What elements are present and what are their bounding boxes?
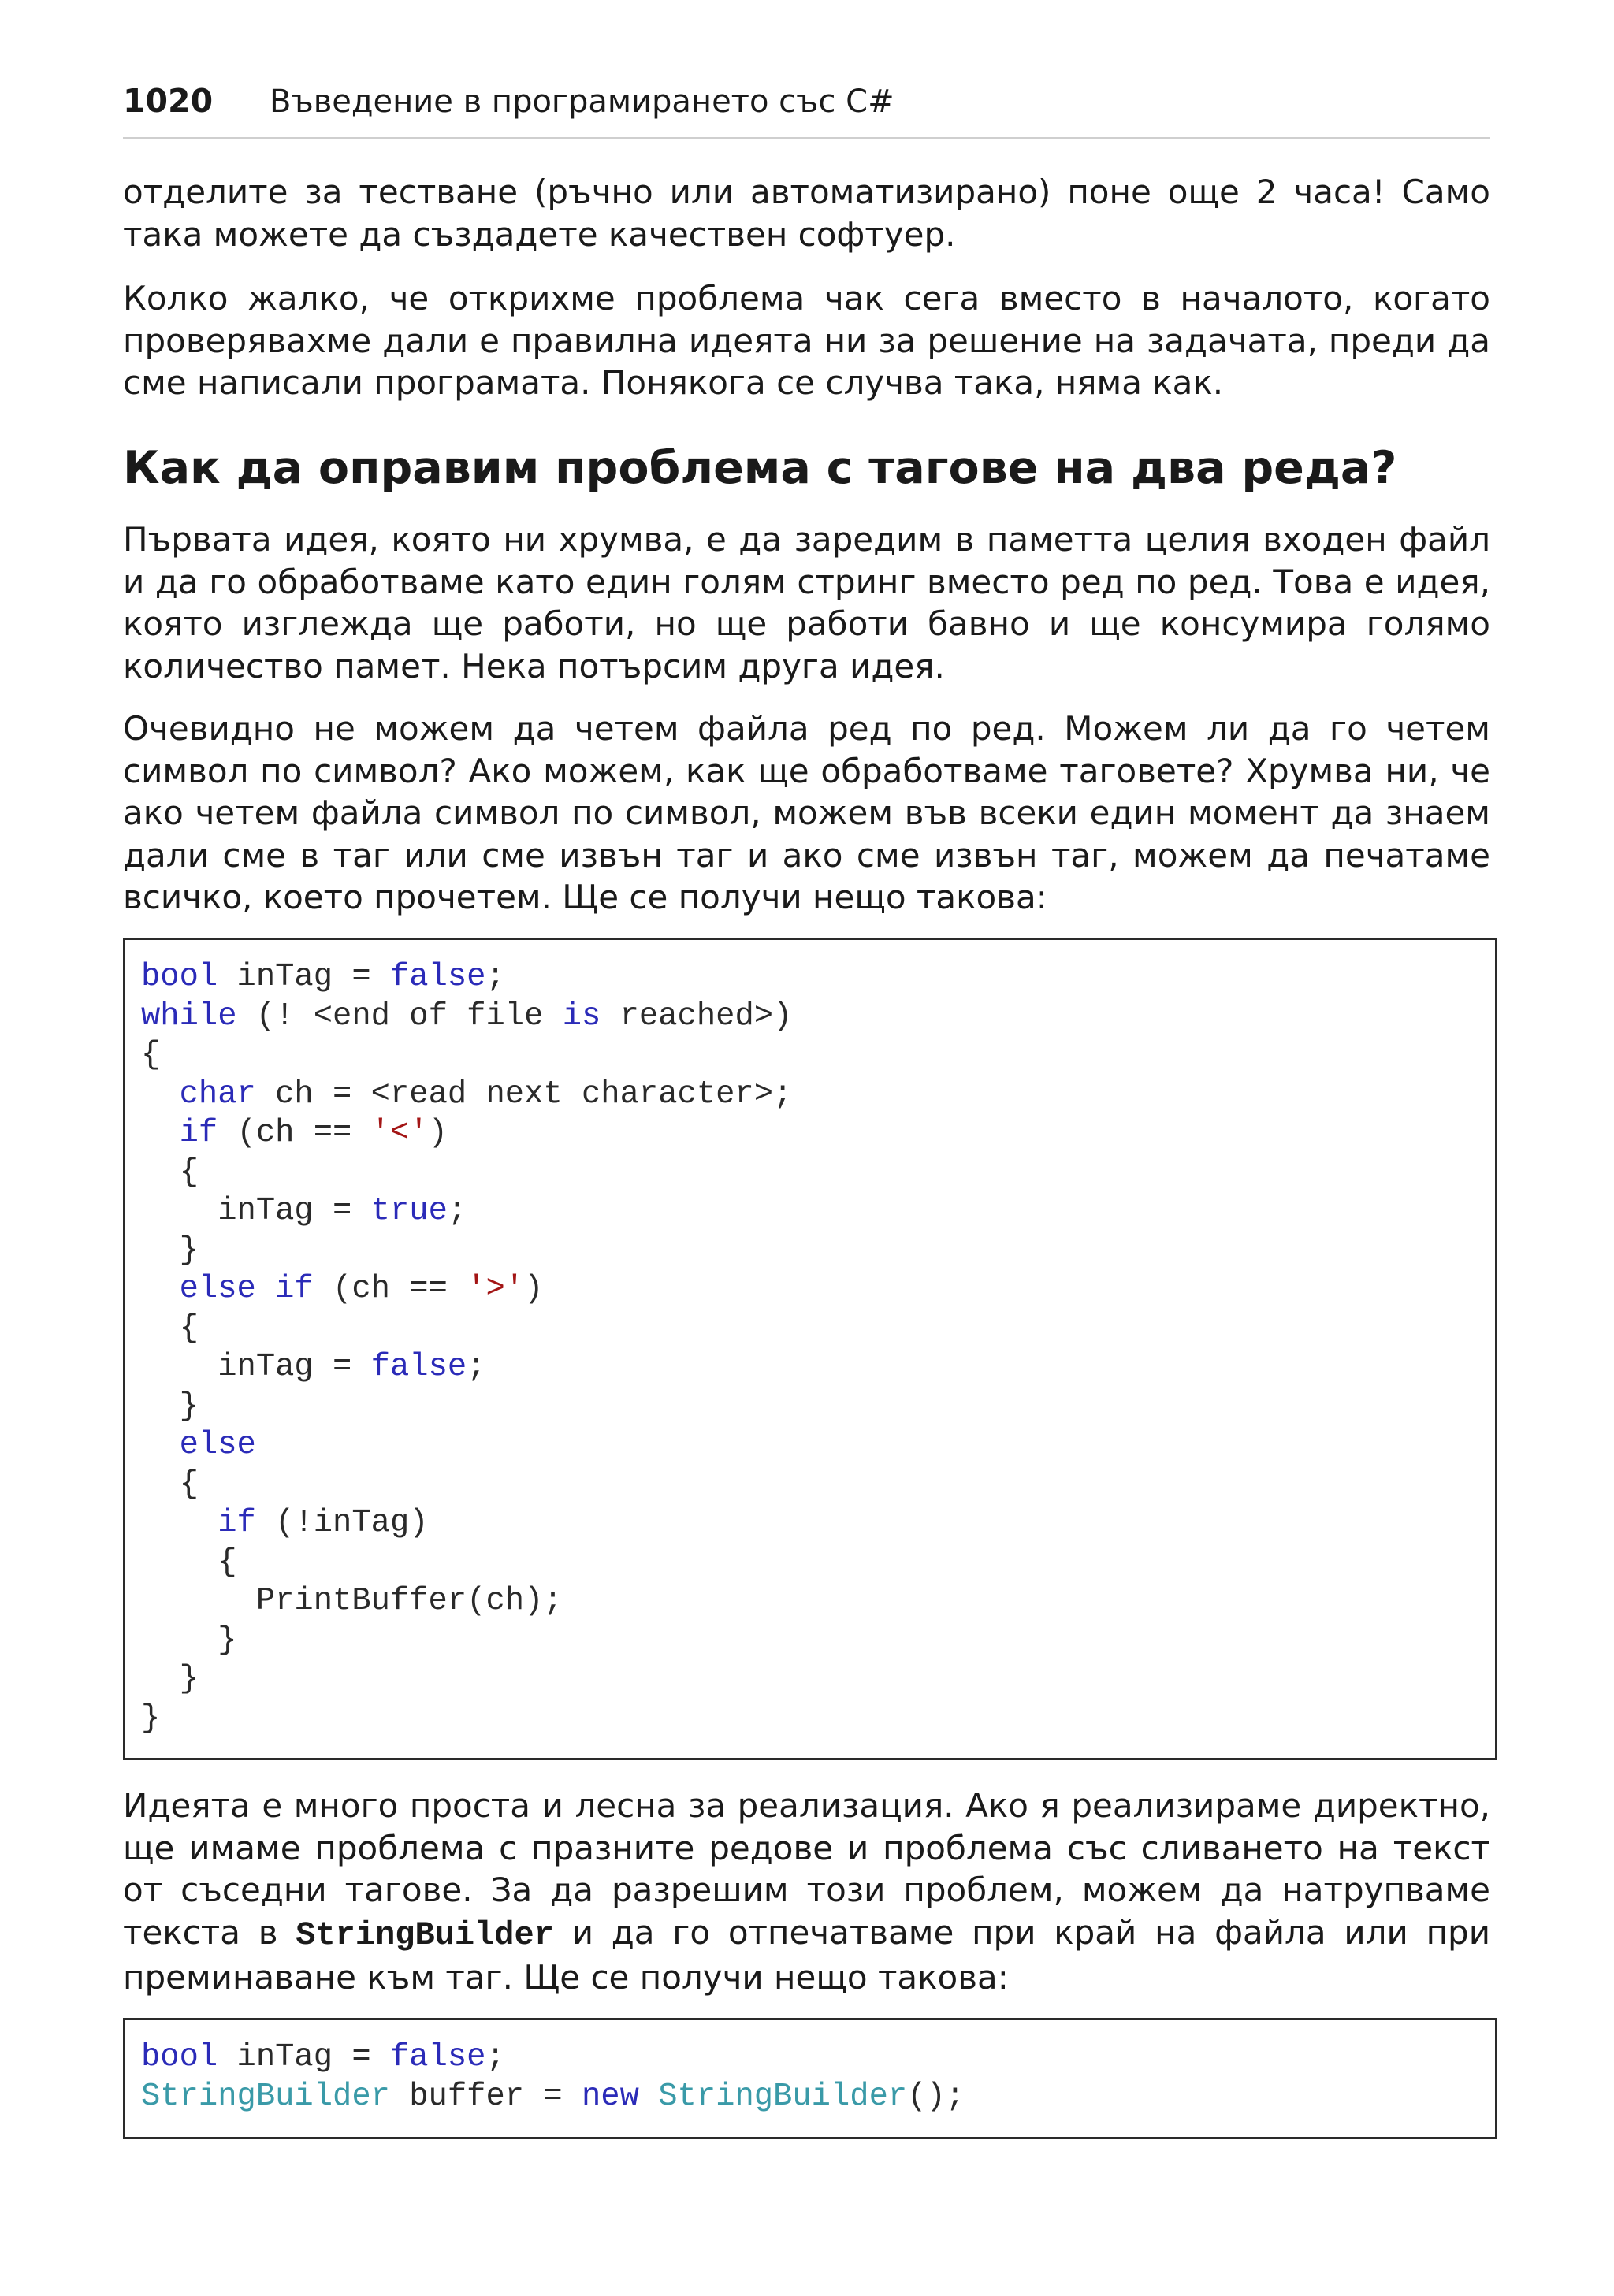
- code-text: {: [141, 1154, 199, 1191]
- code-text: (ch ==: [313, 1271, 467, 1307]
- code-text: }: [141, 1661, 199, 1697]
- code-text: reached>): [601, 998, 793, 1035]
- code-1-line: [141, 1036, 1495, 1076]
- code-keyword: if: [179, 1115, 218, 1151]
- code-string: '<': [370, 1115, 429, 1151]
- code-1-line: [141, 1270, 1495, 1310]
- code-text: [141, 1271, 180, 1307]
- code-text: ();: [907, 2078, 965, 2115]
- code-text: }: [141, 1232, 199, 1269]
- section-heading: Как да оправим проблема с тагове на два реда?: [123, 442, 1397, 494]
- code-text: }: [141, 1700, 161, 1737]
- code-1-line: [141, 1192, 1495, 1232]
- code-text: (! <end of file: [236, 998, 563, 1035]
- page-header: [123, 82, 1490, 139]
- code-1-line: [141, 1466, 1495, 1505]
- code-1-line: [141, 1622, 1495, 1661]
- code-1-line: [141, 1076, 1495, 1115]
- code-keyword: new: [582, 2078, 639, 2115]
- code-text: {: [141, 1466, 199, 1503]
- code-text: inTag =: [218, 2039, 390, 2075]
- paragraph-2: Колко жалко, че открихме проблема чак сега вместо в началото, когато проверявахме дали е правилна идеята ни за решение на задачата, преди да сме написали програмата. Понякога се случва така, няма как.: [123, 279, 1490, 402]
- code-1-line: [141, 1348, 1495, 1388]
- code-keyword: bool: [141, 2039, 218, 2075]
- code-1-line: [141, 1232, 1495, 1271]
- code-text: {: [141, 1310, 199, 1347]
- code-keyword: false: [389, 959, 486, 995]
- code-1-line: [141, 958, 1495, 998]
- code-1-line: [141, 1426, 1495, 1466]
- code-1-line: [141, 1114, 1495, 1154]
- code-text: ;: [467, 1349, 486, 1385]
- code-string: '>': [467, 1271, 525, 1307]
- code-text: }: [141, 1388, 199, 1425]
- book-title: Въведение в програмирането със C#: [270, 84, 894, 120]
- code-keyword: is: [562, 998, 601, 1035]
- code-1-line: [141, 998, 1495, 1037]
- code-text: {: [141, 1037, 161, 1073]
- code-text: (ch ==: [218, 1115, 371, 1151]
- code-text: [639, 2079, 658, 2115]
- code-keyword: false: [389, 2039, 486, 2075]
- paragraph-5-text-b: и да го отпечатваме при край на файла или при преминаване към таг. Ще се получи нещо такова:: [123, 1912, 1490, 1997]
- code-text: inTag =: [141, 1349, 371, 1385]
- code-text: PrintBuffer(ch);: [141, 1583, 563, 1619]
- code-1-line: [141, 1582, 1495, 1622]
- code-text: inTag =: [141, 1193, 371, 1229]
- paragraph-5-text-a: Идеята е много проста и лесна за реализация. Ако я реализираме директно, ще имаме проблема с празните редове и проблема със сливането на текст от съседни тагове. За да разрешим този проблем, можем да натрупваме текста в: [123, 1786, 1490, 1952]
- code-text: ;: [485, 959, 505, 995]
- code-listing-1: [141, 958, 1495, 1738]
- code-1-line: [141, 1310, 1495, 1349]
- code-block-1: [123, 938, 1497, 1760]
- code-text: {: [141, 1544, 237, 1581]
- code-text: ;: [485, 2039, 505, 2075]
- code-type: StringBuilder: [141, 2078, 390, 2115]
- code-text: inTag =: [218, 959, 390, 995]
- code-keyword: else if: [179, 1271, 314, 1307]
- code-1-line: [141, 1154, 1495, 1193]
- paragraph-5: [123, 1785, 1490, 1999]
- code-text: ;: [447, 1193, 467, 1229]
- code-1-line: [141, 1544, 1495, 1583]
- code-text: buffer =: [389, 2078, 582, 2115]
- code-text: ): [428, 1115, 448, 1151]
- code-keyword: true: [370, 1193, 448, 1229]
- code-keyword: bool: [141, 959, 218, 995]
- code-1-line: [141, 1660, 1495, 1700]
- code-text: }: [141, 1622, 237, 1659]
- inline-code-stringbuilder: StringBuilder: [296, 1915, 554, 1954]
- page-number: 1020: [123, 82, 214, 120]
- paragraph-3: Първата идея, която ни хрумва, е да заредим в паметта целия входен файл и да го обработваме като един голям стринг вместо ред по ред. Това е идея, която изглежда ще работи, но ще работи бавно и ще консумира голямо количество памет. Нека потърсим друга идея.: [123, 520, 1490, 685]
- code-text: [141, 1427, 180, 1463]
- paragraph-1: отделите за тестване (ръчно или автоматизирано) поне още 2 часа! Само така можете да създадете качествен софтуер.: [123, 173, 1490, 254]
- code-2-line: [141, 2078, 1495, 2117]
- code-keyword: char: [179, 1076, 256, 1113]
- paragraph-4: Очевидно не можем да четем файла ред по ред. Можем ли да го четем символ по символ? Ако можем, как ще обработваме таговете? Хрумва ни, че ако четем файла символ по символ, можем във всеки един момент да знаем дали сме в таг или сме извън таг и ако сме извън таг, можем да печатаме всичко, което прочетем. Ще се получи нещо такова:: [123, 709, 1490, 916]
- code-text: [141, 1505, 218, 1541]
- code-type: StringBuilder: [658, 2078, 908, 2115]
- code-keyword: if: [218, 1505, 256, 1541]
- code-keyword: else: [179, 1427, 256, 1463]
- code-text: ): [524, 1271, 544, 1307]
- code-keyword: false: [370, 1349, 467, 1385]
- code-1-line: [141, 1504, 1495, 1544]
- code-keyword: while: [141, 998, 237, 1035]
- code-block-2: [123, 2018, 1497, 2139]
- code-text: ch = <read next character>;: [255, 1076, 793, 1113]
- code-text: (!inTag): [255, 1505, 429, 1541]
- code-listing-2: [141, 2038, 1495, 2116]
- code-1-line: [141, 1388, 1495, 1427]
- code-1-line: [141, 1700, 1495, 1739]
- code-text: [141, 1115, 180, 1151]
- code-2-line: [141, 2038, 1495, 2078]
- code-text: [141, 1076, 180, 1113]
